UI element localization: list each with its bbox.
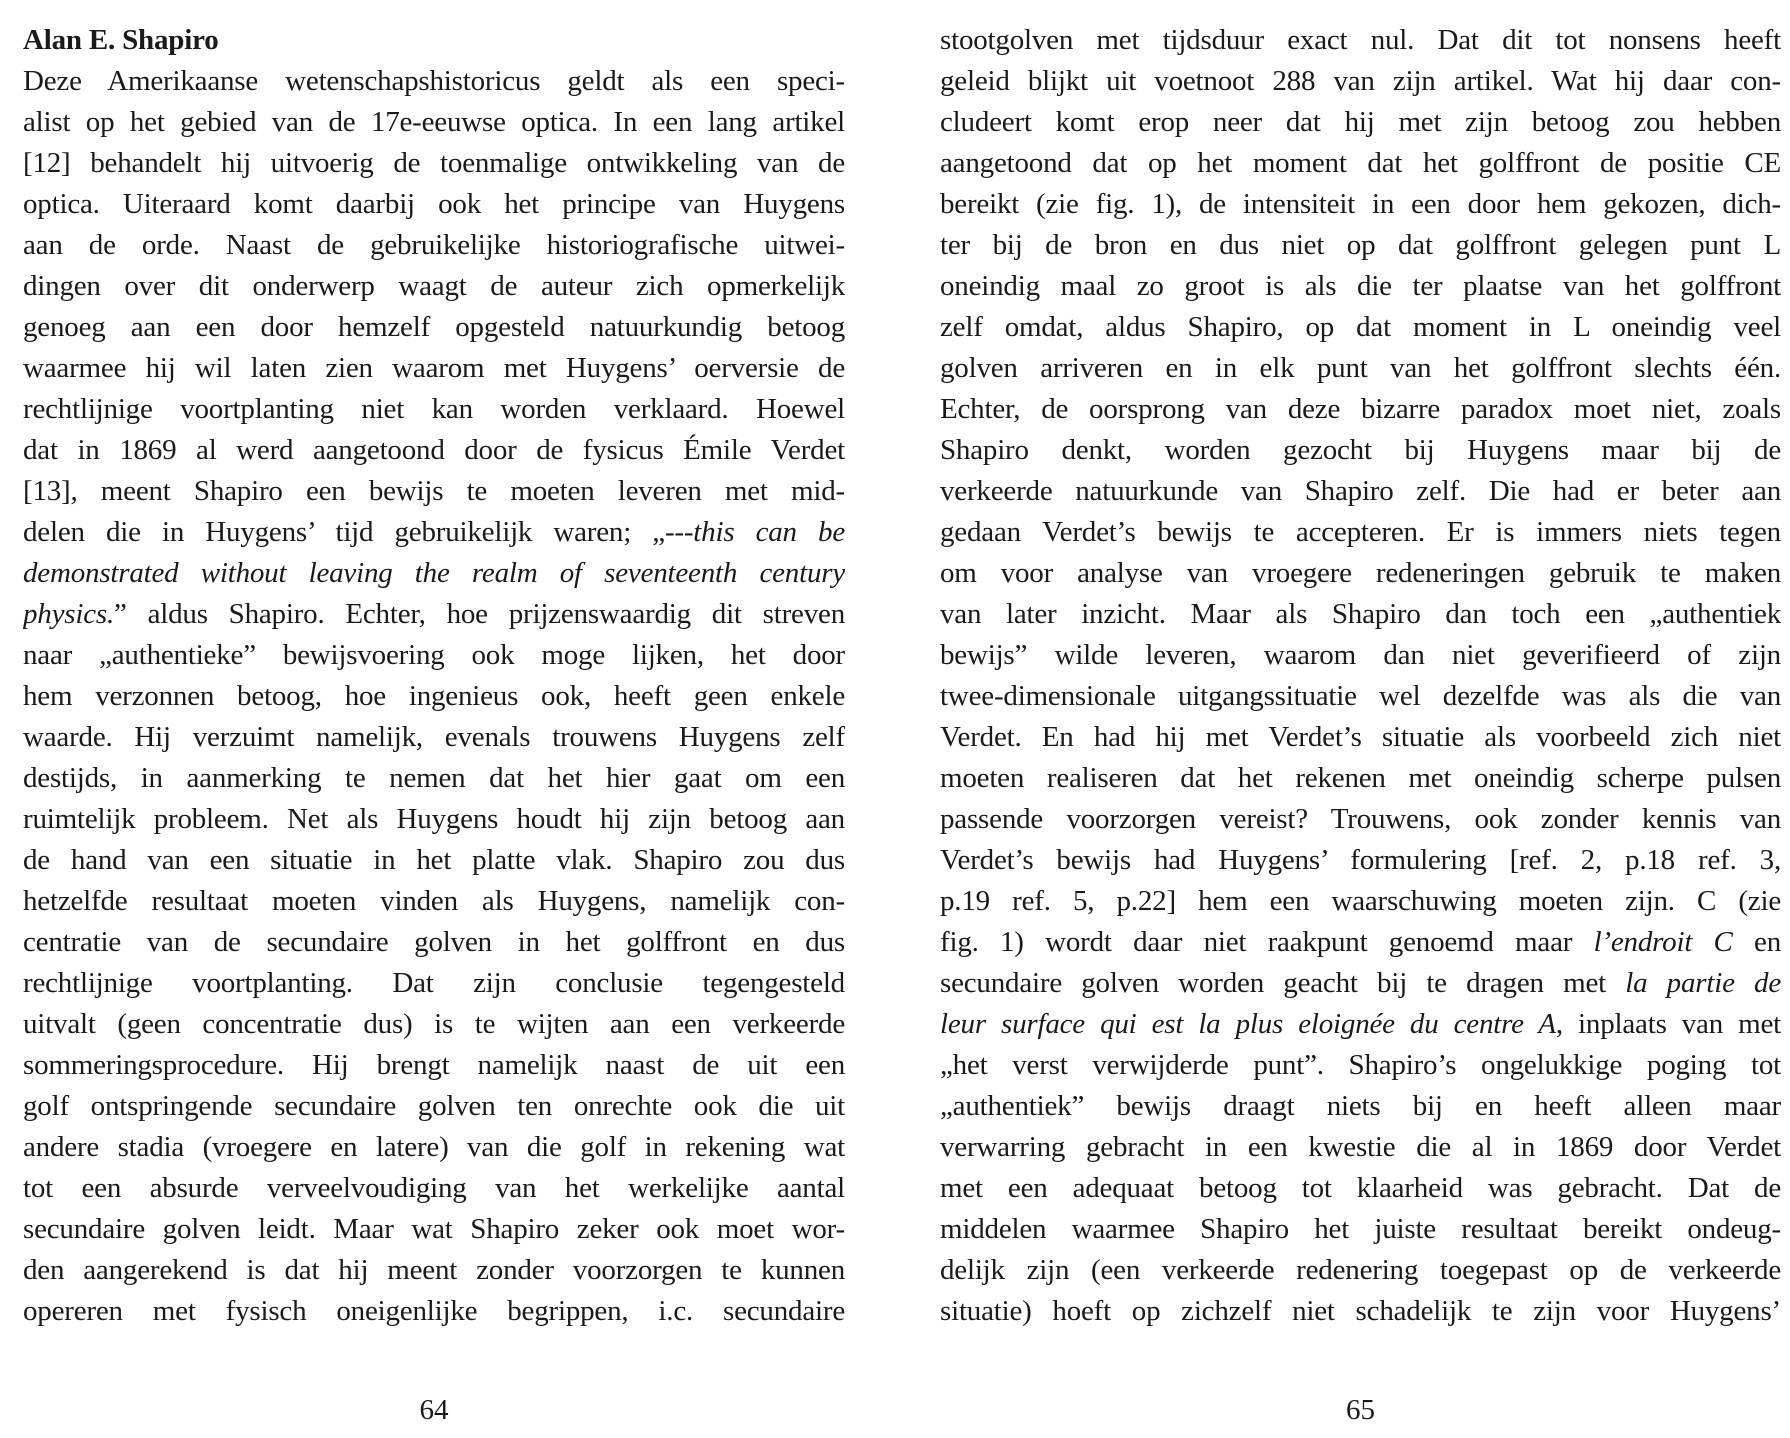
text-line: bereikt (zie fig. 1), de intensiteit in een door hem gekozen, dich- <box>940 188 1781 220</box>
text-line: de hand van een situatie in het platte vlak. Shapiro zou dus <box>23 844 845 876</box>
left-page-number: 64 <box>419 1394 449 1426</box>
text-line: rechtlijnige voortplanting niet kan worden verklaard. Hoewel <box>23 393 845 425</box>
text-line: opereren met fysisch oneigenlijke begrippen, i.c. secundaire <box>23 1295 845 1327</box>
text-line: verwarring gebracht in een kwestie die al in 1869 door Verdet <box>940 1131 1781 1163</box>
text-line: Shapiro denkt, worden gezocht bij Huygens maar bij de <box>940 434 1781 466</box>
text-line: aan de orde. Naast de gebruikelijke historiografische uitwei- <box>23 229 845 261</box>
text-line: den aangerekend is dat hij meent zonder voorzorgen te kunnen <box>23 1254 845 1286</box>
text-line: waarmee hij wil laten zien waarom met Huygens’ oerversie de <box>23 352 845 384</box>
text-line: zelf omdat, aldus Shapiro, op dat moment in L oneindig veel <box>940 311 1781 343</box>
text-line: [13], meent Shapiro een bewijs te moeten leveren met mid- <box>23 475 845 507</box>
text-line: van later inzicht. Maar als Shapiro dan toch een „authentiek <box>940 598 1781 630</box>
text-line: bewijs” wilde leveren, waarom dan niet geverifieerd of zijn <box>940 639 1781 671</box>
text-line: dat in 1869 al werd aangetoond door de fysicus Émile Verdet <box>23 434 845 466</box>
text-line: alist op het gebied van de 17e-eeuwse optica. In een lang artikel <box>23 106 845 138</box>
text-line: moeten realiseren dat het rekenen met oneindig scherpe pulsen <box>940 762 1781 794</box>
text-line: physics.” aldus Shapiro. Echter, hoe prijzenswaardig dit streven <box>23 598 845 630</box>
text-line: leur surface qui est la plus eloignée du centre A, inplaats van met <box>940 1008 1781 1040</box>
text-line: genoeg aan een door hemzelf opgesteld natuurkundig betoog <box>23 311 845 343</box>
text-line: delijk zijn (een verkeerde redenering toegepast op de verkeerde <box>940 1254 1781 1286</box>
text-line: cludeert komt erop neer dat hij met zijn betoog zou hebben <box>940 106 1781 138</box>
text-line: uitvalt (geen concentratie dus) is te wijten aan een verkeerde <box>23 1008 845 1040</box>
text-line: ter bij de bron en dus niet op dat golffront gelegen punt L <box>940 229 1781 261</box>
text-line: sommeringsprocedure. Hij brengt namelijk naast de uit een <box>23 1049 845 1081</box>
text-line: „het verst verwijderde punt”. Shapiro’s ongelukkige poging tot <box>940 1049 1781 1081</box>
text-line: Deze Amerikaanse wetenschapshistoricus geldt als een speci- <box>23 65 845 97</box>
text-line: secundaire golven worden geacht bij te dragen met la partie de <box>940 967 1781 999</box>
text-line: hem verzonnen betoog, hoe ingenieus ook, heeft geen enkele <box>23 680 845 712</box>
text-line: verkeerde natuurkunde van Shapiro zelf. Die had er beter aan <box>940 475 1781 507</box>
text-line: dingen over dit onderwerp waagt de auteur zich opmerkelijk <box>23 270 845 302</box>
text-line: met een adequaat betoog tot klaarheid was gebracht. Dat de <box>940 1172 1781 1204</box>
text-line: golf ontspringende secundaire golven ten onrechte ook die uit <box>23 1090 845 1122</box>
left-page-column <box>23 20 845 1430</box>
text-line: optica. Uiteraard komt daarbij ook het principe van Huygens <box>23 188 845 220</box>
article-heading: Alan E. Shapiro <box>23 24 219 56</box>
text-line: twee-dimensionale uitgangssituatie wel dezelfde was als die van <box>940 680 1781 712</box>
text-line: [12] behandelt hij uitvoerig de toenmalige ontwikkeling van de <box>23 147 845 179</box>
text-line: p.19 ref. 5, p.22] hem een waarschuwing moeten zijn. C (zie <box>940 885 1781 917</box>
right-page-column <box>940 20 1781 1430</box>
text-line: demonstrated without leaving the realm of seventeenth century <box>23 557 845 589</box>
text-line: situatie) hoeft op zichzelf niet schadelijk te zijn voor Huygens’ <box>940 1295 1781 1327</box>
text-line: geleid blijkt uit voetnoot 288 van zijn artikel. Wat hij daar con- <box>940 65 1781 97</box>
text-line: delen die in Huygens’ tijd gebruikelijk waren; „---this can be <box>23 516 845 548</box>
text-line: Echter, de oorsprong van deze bizarre paradox moet niet, zoals <box>940 393 1781 425</box>
text-line: oneindig maal zo groot is als die ter plaatse van het golffront <box>940 270 1781 302</box>
text-line: tot een absurde verveelvoudiging van het werkelijke aantal <box>23 1172 845 1204</box>
text-line: waarde. Hij verzuimt namelijk, evenals trouwens Huygens zelf <box>23 721 845 753</box>
text-line: Verdet’s bewijs had Huygens’ formulering [ref. 2, p.18 ref. 3, <box>940 844 1781 876</box>
text-line: gedaan Verdet’s bewijs te accepteren. Er is immers niets tegen <box>940 516 1781 548</box>
text-line: andere stadia (vroegere en latere) van die golf in rekening wat <box>23 1131 845 1163</box>
left-page-text <box>23 61 845 1332</box>
text-line: destijds, in aanmerking te nemen dat het hier gaat om een <box>23 762 845 794</box>
text-line: fig. 1) wordt daar niet raakpunt genoemd maar l’endroit C en <box>940 926 1781 958</box>
text-line: naar „authentieke” bewijsvoering ook moge lijken, het door <box>23 639 845 671</box>
text-line: secundaire golven leidt. Maar wat Shapiro zeker ook moet wor- <box>23 1213 845 1245</box>
text-line: Verdet. En had hij met Verdet’s situatie als voorbeeld zich niet <box>940 721 1781 753</box>
text-line: rechtlijnige voortplanting. Dat zijn conclusie tegengesteld <box>23 967 845 999</box>
text-line: centratie van de secundaire golven in het golffront en dus <box>23 926 845 958</box>
text-line: „authentiek” bewijs draagt niets bij en heeft alleen maar <box>940 1090 1781 1122</box>
text-line: middelen waarmee Shapiro het juiste resultaat bereikt ondeug- <box>940 1213 1781 1245</box>
text-line: om voor analyse van vroegere redeneringen gebruik te maken <box>940 557 1781 589</box>
text-line: hetzelfde resultaat moeten vinden als Huygens, namelijk con- <box>23 885 845 917</box>
text-line: passende voorzorgen vereist? Trouwens, ook zonder kennis van <box>940 803 1781 835</box>
text-line: ruimtelijk probleem. Net als Huygens houdt hij zijn betoog aan <box>23 803 845 835</box>
right-page-number: 65 <box>1346 1394 1375 1426</box>
right-page-text <box>940 20 1781 1332</box>
text-line: aangetoond dat op het moment dat het golffront de positie CE <box>940 147 1781 179</box>
text-line: stootgolven met tijdsduur exact nul. Dat dit tot nonsens heeft <box>940 24 1781 56</box>
text-line: golven arriveren en in elk punt van het golffront slechts één. <box>940 352 1781 384</box>
